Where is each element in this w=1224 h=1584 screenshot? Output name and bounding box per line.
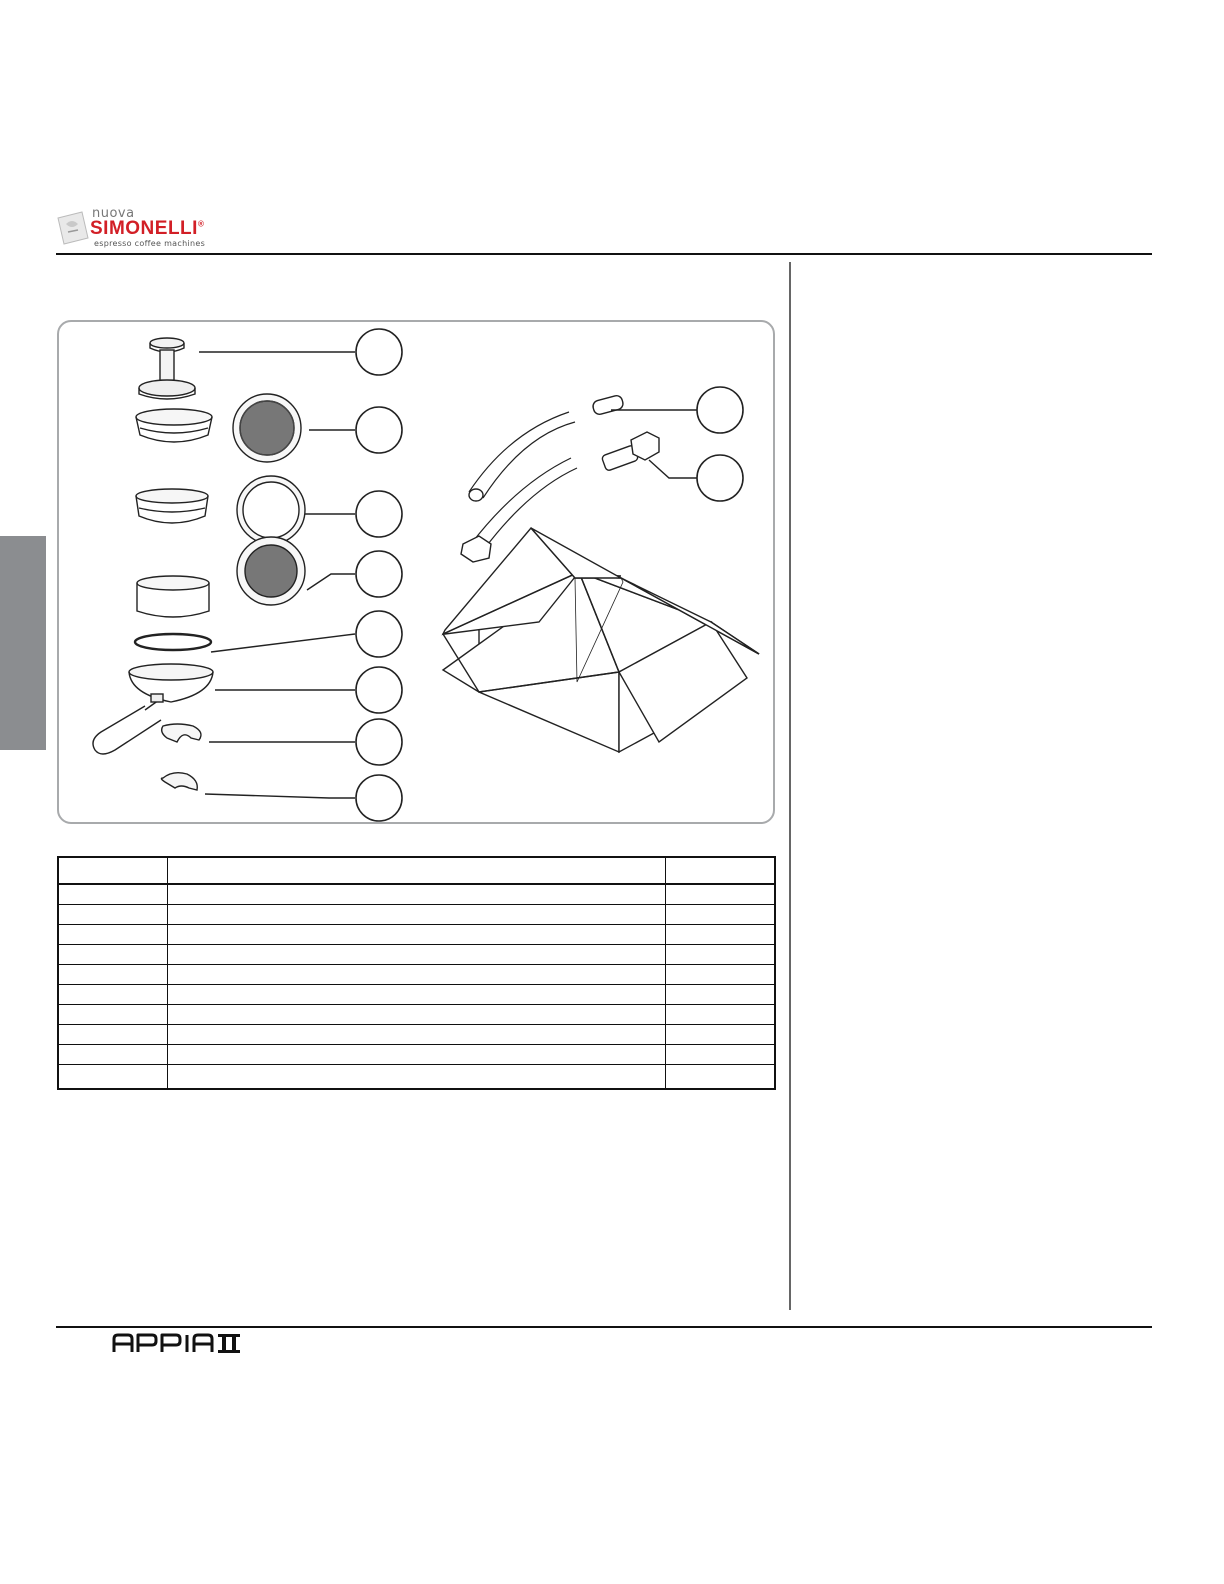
table-cell: [58, 945, 167, 965]
logo-tagline: espresso coffee machines: [94, 239, 206, 248]
table-cell: [58, 965, 167, 985]
table-cell: [666, 925, 775, 945]
table-cell: [666, 965, 775, 985]
table-cell: [666, 1005, 775, 1025]
drain-hose-icon: [469, 394, 624, 501]
table-row: [58, 925, 775, 945]
footer-rule: [56, 1326, 1152, 1328]
table-cell: [167, 905, 665, 925]
logo-prefix: nuova: [92, 206, 135, 221]
table-cell: [167, 1005, 665, 1025]
table-header-cell: [167, 857, 665, 884]
table-cell: [167, 965, 665, 985]
callout-circle: [356, 329, 402, 375]
table-cell: [58, 1005, 167, 1025]
table-cell: [58, 925, 167, 945]
logo-brand-text: SIMONELLI: [90, 218, 198, 239]
packaging-box-icon: [443, 528, 759, 752]
accessories-figure: [57, 320, 775, 824]
accessories-illustration: [59, 322, 777, 826]
spout-single-icon: [161, 773, 197, 790]
callout-circle: [356, 407, 402, 453]
table-row: [58, 905, 775, 925]
table-cell: [666, 1045, 775, 1065]
callout-circle: [697, 387, 743, 433]
table-cell: [58, 985, 167, 1005]
table-row: [58, 1005, 775, 1025]
parts-table: [57, 856, 776, 1090]
filter-basket-medium-icon: [136, 489, 208, 523]
inlet-hose-icon: [461, 432, 659, 562]
table-cell: [58, 905, 167, 925]
table-cell: [167, 925, 665, 945]
table-cell: [167, 884, 665, 905]
table-cell: [58, 884, 167, 905]
filter-basket-small-icon: [137, 576, 209, 617]
table-row: [58, 1045, 775, 1065]
spout-double-icon: [162, 724, 201, 742]
table-cell: [167, 1065, 665, 1090]
header-rule: [56, 253, 1152, 255]
callout-circle: [356, 775, 402, 821]
callout-circle: [356, 611, 402, 657]
table-cell: [666, 884, 775, 905]
brand-logo: [56, 206, 236, 250]
table-cell: [167, 985, 665, 1005]
logo-mark-icon: [56, 210, 90, 246]
table-header-cell: [666, 857, 775, 884]
table-cell: [666, 1025, 775, 1045]
table-cell: [58, 1045, 167, 1065]
table-cell: [58, 1065, 167, 1090]
table-header-row: [58, 857, 775, 884]
column-divider: [789, 262, 791, 1310]
logo-brand: [90, 218, 204, 240]
table-cell: [666, 945, 775, 965]
logo-registered-mark: ®: [197, 219, 205, 229]
section-side-tab: [0, 536, 46, 750]
table-cell: [666, 1065, 775, 1090]
table-row: [58, 985, 775, 1005]
table-cell: [167, 1025, 665, 1045]
table-cell: [666, 905, 775, 925]
tamper-icon: [139, 338, 195, 399]
table-row: [58, 1025, 775, 1045]
filter-basket-large-icon: [136, 409, 212, 442]
table-cell: [167, 945, 665, 965]
table-header-cell: [58, 857, 167, 884]
callout-circle: [356, 551, 402, 597]
filter-screen-fine-icon: [233, 394, 301, 462]
filter-screen-coarse-icon: [237, 537, 305, 605]
table-cell: [58, 1025, 167, 1045]
table-row: [58, 1065, 775, 1090]
blind-disc-icon: [237, 476, 305, 544]
appia-ii-product-logo: [112, 1330, 272, 1356]
callout-circle: [356, 667, 402, 713]
table-cell: [666, 985, 775, 1005]
portafilter-icon: [93, 664, 213, 754]
callout-circle: [356, 491, 402, 537]
table-row: [58, 884, 775, 905]
table-cell: [167, 1045, 665, 1065]
table-row: [58, 965, 775, 985]
gasket-icon: [135, 634, 211, 650]
table-row: [58, 945, 775, 965]
callout-circle: [356, 719, 402, 765]
callout-circle: [697, 455, 743, 501]
